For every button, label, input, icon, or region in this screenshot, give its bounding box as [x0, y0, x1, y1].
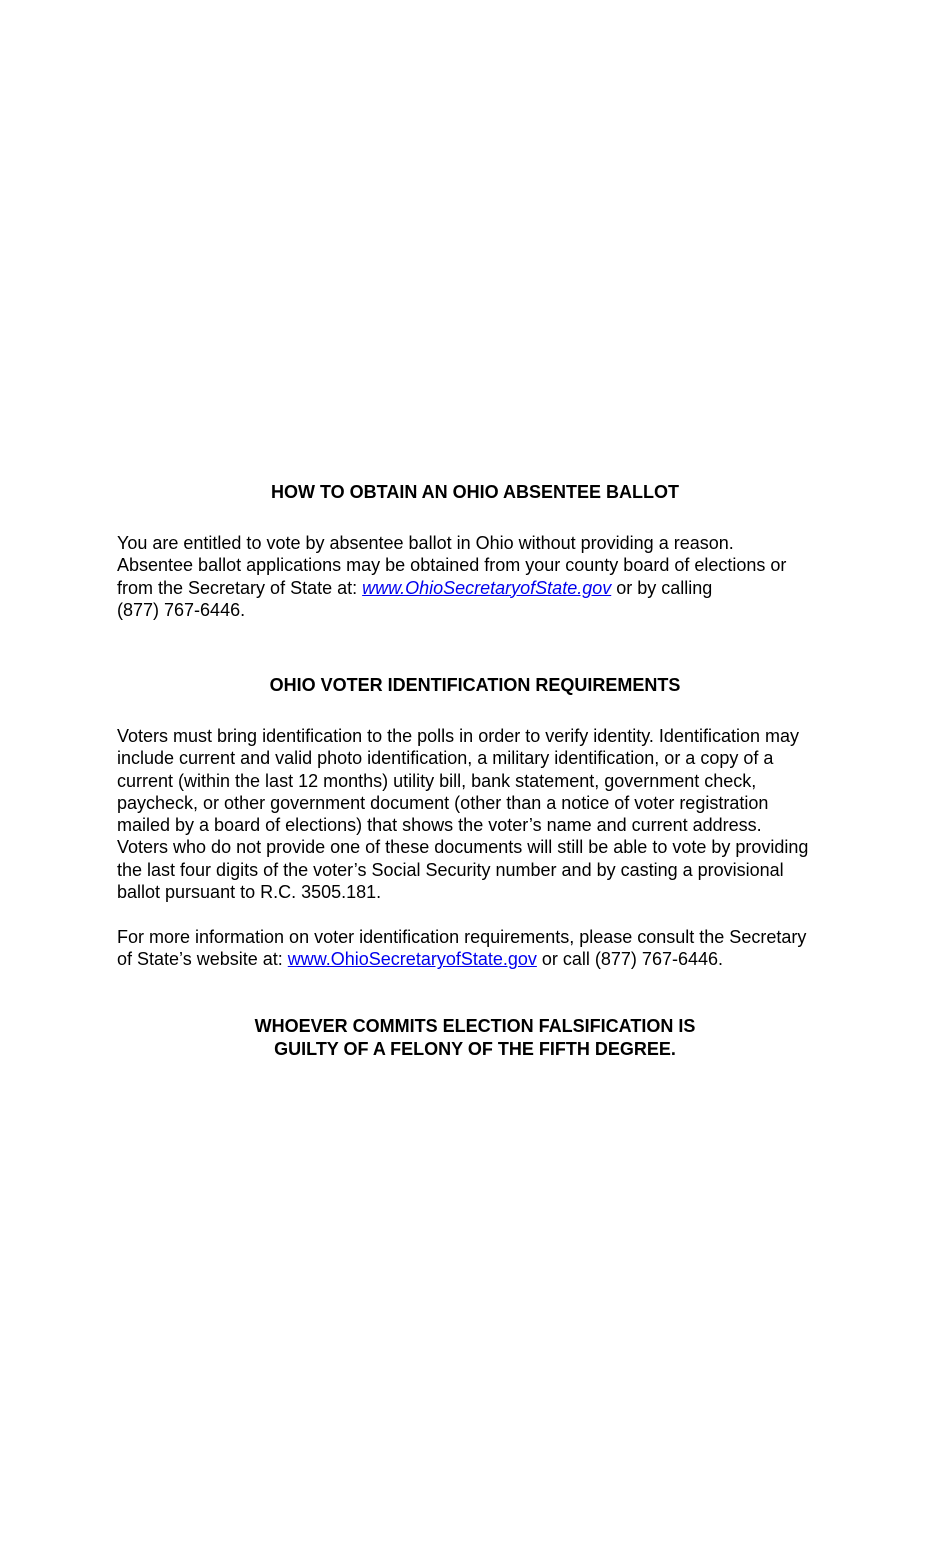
- voter-id-line-4: paycheck, or other government document (other than a notice of voter registration: [117, 792, 769, 813]
- warning-line-1: WHOEVER COMMITS ELECTION FALSIFICATION IS: [254, 1016, 696, 1036]
- more-info-line-2-text: of State’s website at:: [117, 949, 288, 970]
- absentee-line-3-tail: or by calling: [611, 577, 713, 598]
- voter-id-line-1: Voters must bring identification to the polls in order to verify identity. Identification may: [117, 726, 800, 746]
- absentee-line-2: Absentee ballot applications may be obtained from your county board of elections or: [117, 555, 787, 576]
- voter-id-line-2: include current and valid photo identification, a military identification, or a copy of a: [117, 748, 774, 769]
- absentee-line-3-text: from the Secretary of State at:: [117, 577, 363, 598]
- absentee-line-1: You are entitled to vote by absentee ballot in Ohio without providing a reason.: [117, 533, 734, 553]
- more-info-line-1: For more information on voter identification requirements, please consult the Secretary: [117, 927, 807, 947]
- voter-id-line-3: current (within the last 12 months) utility bill, bank statement, government check,: [117, 770, 757, 791]
- more-info-paragraph: [117, 926, 847, 971]
- absentee-ballot-paragraph: [117, 532, 847, 621]
- warning-line-2: GUILTY OF A FELONY OF THE FIFTH DEGREE.: [274, 1039, 676, 1059]
- absentee-line-4: (877) 767-6446.: [117, 599, 246, 620]
- falsification-warning: [0, 1015, 950, 1061]
- voter-id-line-8: ballot pursuant to R.C. 3505.181.: [117, 882, 382, 903]
- voter-id-line-5: mailed by a board of elections) that shows the voter’s name and current address.: [117, 815, 762, 836]
- secretary-of-state-website-link[interactable]: www.OhioSecretaryofState.gov: [287, 949, 537, 970]
- more-info-line-2-tail: or call (877) 767-6446.: [536, 949, 723, 970]
- voter-id-paragraph: [117, 725, 847, 903]
- absentee-line-3: [117, 577, 847, 599]
- voter-id-heading: OHIO VOTER IDENTIFICATION REQUIREMENTS: [269, 675, 681, 695]
- more-info-line-2: [117, 948, 847, 970]
- voter-id-line-7: the last four digits of the voter’s Social Security number and by casting a provisional: [117, 859, 784, 880]
- voter-id-line-6: Voters who do not provide one of these documents will still be able to vote by providing: [117, 837, 809, 858]
- absentee-ballot-heading: HOW TO OBTAIN AN OHIO ABSENTEE BALLOT: [271, 482, 679, 502]
- secretary-of-state-link[interactable]: www.OhioSecretaryofState.gov: [362, 577, 612, 598]
